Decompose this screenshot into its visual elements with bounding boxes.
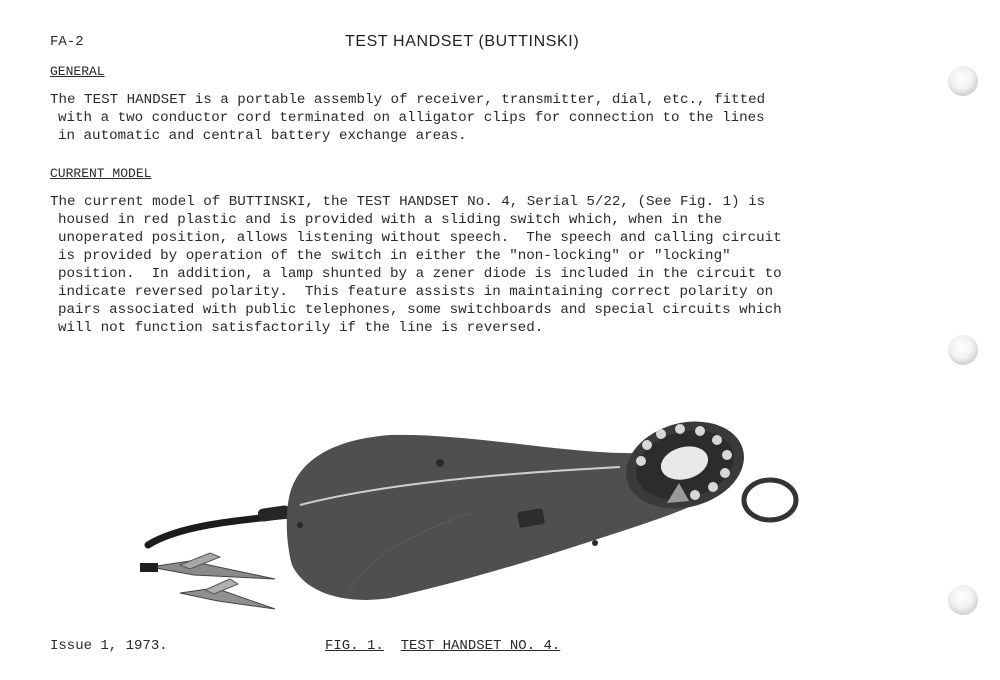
current-model-paragraph [50, 193, 930, 337]
binder-hole [948, 66, 978, 96]
binder-hole [948, 335, 978, 365]
figure-label: FIG. 1. [325, 638, 384, 654]
paragraph-line: The TEST HANDSET is a portable assembly of receiver, transmitter, dial, etc., fitted [50, 92, 766, 108]
paragraph-line: The current model of BUTTINSKI, the TEST HANDSET No. 4, Serial 5/22, (See Fig. 1) is [50, 194, 766, 210]
figure-caption [325, 638, 560, 654]
paragraph-line: indicate reversed polarity. This feature assists in maintaining correct polarity on [58, 284, 774, 300]
paragraph-line: position. In addition, a lamp shunted by a zener diode is included in the circuit to [58, 266, 782, 282]
general-paragraph [50, 91, 930, 145]
paragraph-line: is provided by operation of the switch in either the "non-locking" or "locking" [58, 248, 731, 264]
figure-title: TEST HANDSET NO. 4. [400, 638, 561, 654]
binder-hole [948, 585, 978, 615]
page-title: TEST HANDSET (BUTTINSKI) [345, 33, 580, 50]
paragraph-line: pairs associated with public telephones, some switchboards and special circuits which [58, 302, 782, 318]
paragraph-line: unoperated position, allows listening without speech. The speech and calling circuit [58, 230, 782, 246]
page-code: FA-2 [50, 34, 84, 50]
section-heading-general: GENERAL [50, 64, 105, 79]
issue-date: Issue 1, 1973. [50, 638, 168, 654]
alligator-clip [180, 579, 275, 609]
test-handset-photo [140, 395, 820, 615]
cord-boot [257, 505, 290, 522]
hanging-ring [744, 480, 796, 520]
paragraph-line: with a two conductor cord terminated on alligator clips for connection to the lines [58, 110, 765, 126]
paragraph-line: in automatic and central battery exchange areas. [58, 128, 467, 144]
paragraph-line: housed in red plastic and is provided with a sliding switch which, when in the [58, 212, 723, 228]
alligator-clip [140, 553, 275, 579]
section-heading-current-model: CURRENT MODEL [50, 166, 152, 181]
paragraph-line: will not function satisfactorily if the line is reversed. [58, 320, 544, 336]
